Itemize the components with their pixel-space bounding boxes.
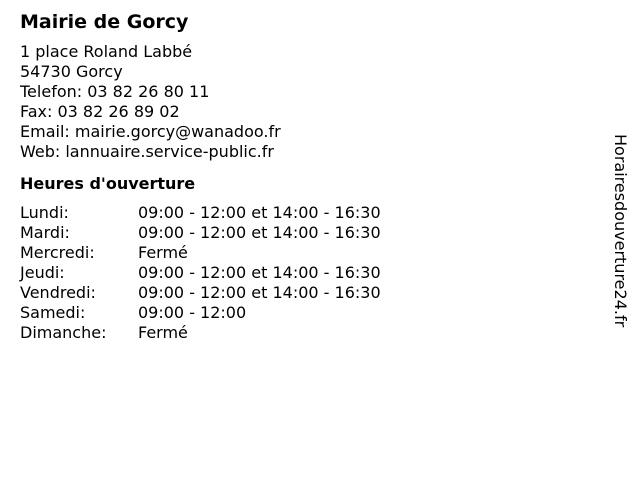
time-range: 09:00 - 12:00 et 14:00 - 16:30 bbox=[138, 223, 381, 242]
opening-hours-table bbox=[20, 203, 580, 343]
time-range: 09:00 - 12:00 et 14:00 - 16:30 bbox=[138, 203, 381, 222]
time-range: 09:00 - 12:00 et 14:00 - 16:30 bbox=[138, 263, 381, 282]
opening-hours-heading: Heures d'ouverture bbox=[20, 174, 196, 193]
time-range: 09:00 - 12:00 bbox=[138, 303, 247, 322]
site-watermark: Horairesdouverture24.fr bbox=[611, 134, 630, 328]
place-title: Mairie de Gorcy bbox=[20, 11, 189, 33]
phone-number: Telefon: 03 82 26 80 11 bbox=[20, 82, 210, 101]
street-address: 1 place Roland Labbé bbox=[20, 42, 193, 61]
email-address: Email: mairie.gorcy@wanadoo.fr bbox=[20, 122, 281, 141]
day-label: Mardi: bbox=[20, 223, 70, 242]
hours-row-monday bbox=[20, 203, 580, 223]
day-label: Jeudi: bbox=[20, 263, 65, 282]
fax-number: Fax: 03 82 26 89 02 bbox=[20, 102, 180, 121]
contact-block bbox=[20, 42, 580, 162]
time-range: Fermé bbox=[138, 243, 188, 262]
hours-row-tuesday bbox=[20, 223, 580, 243]
hours-row-sunday bbox=[20, 323, 580, 343]
day-label: Vendredi: bbox=[20, 283, 96, 302]
hours-row-wednesday bbox=[20, 243, 580, 263]
website: Web: lannuaire.service-public.fr bbox=[20, 142, 274, 161]
hours-row-thursday bbox=[20, 263, 580, 283]
day-label: Mercredi: bbox=[20, 243, 95, 262]
day-label: Dimanche: bbox=[20, 323, 107, 342]
time-range: 09:00 - 12:00 et 14:00 - 16:30 bbox=[138, 283, 381, 302]
day-label: Lundi: bbox=[20, 203, 69, 222]
time-range: Fermé bbox=[138, 323, 188, 342]
day-label: Samedi: bbox=[20, 303, 86, 322]
hours-row-friday bbox=[20, 283, 580, 303]
city-postcode: 54730 Gorcy bbox=[20, 62, 123, 81]
place-card bbox=[20, 10, 580, 343]
hours-row-saturday bbox=[20, 303, 580, 323]
